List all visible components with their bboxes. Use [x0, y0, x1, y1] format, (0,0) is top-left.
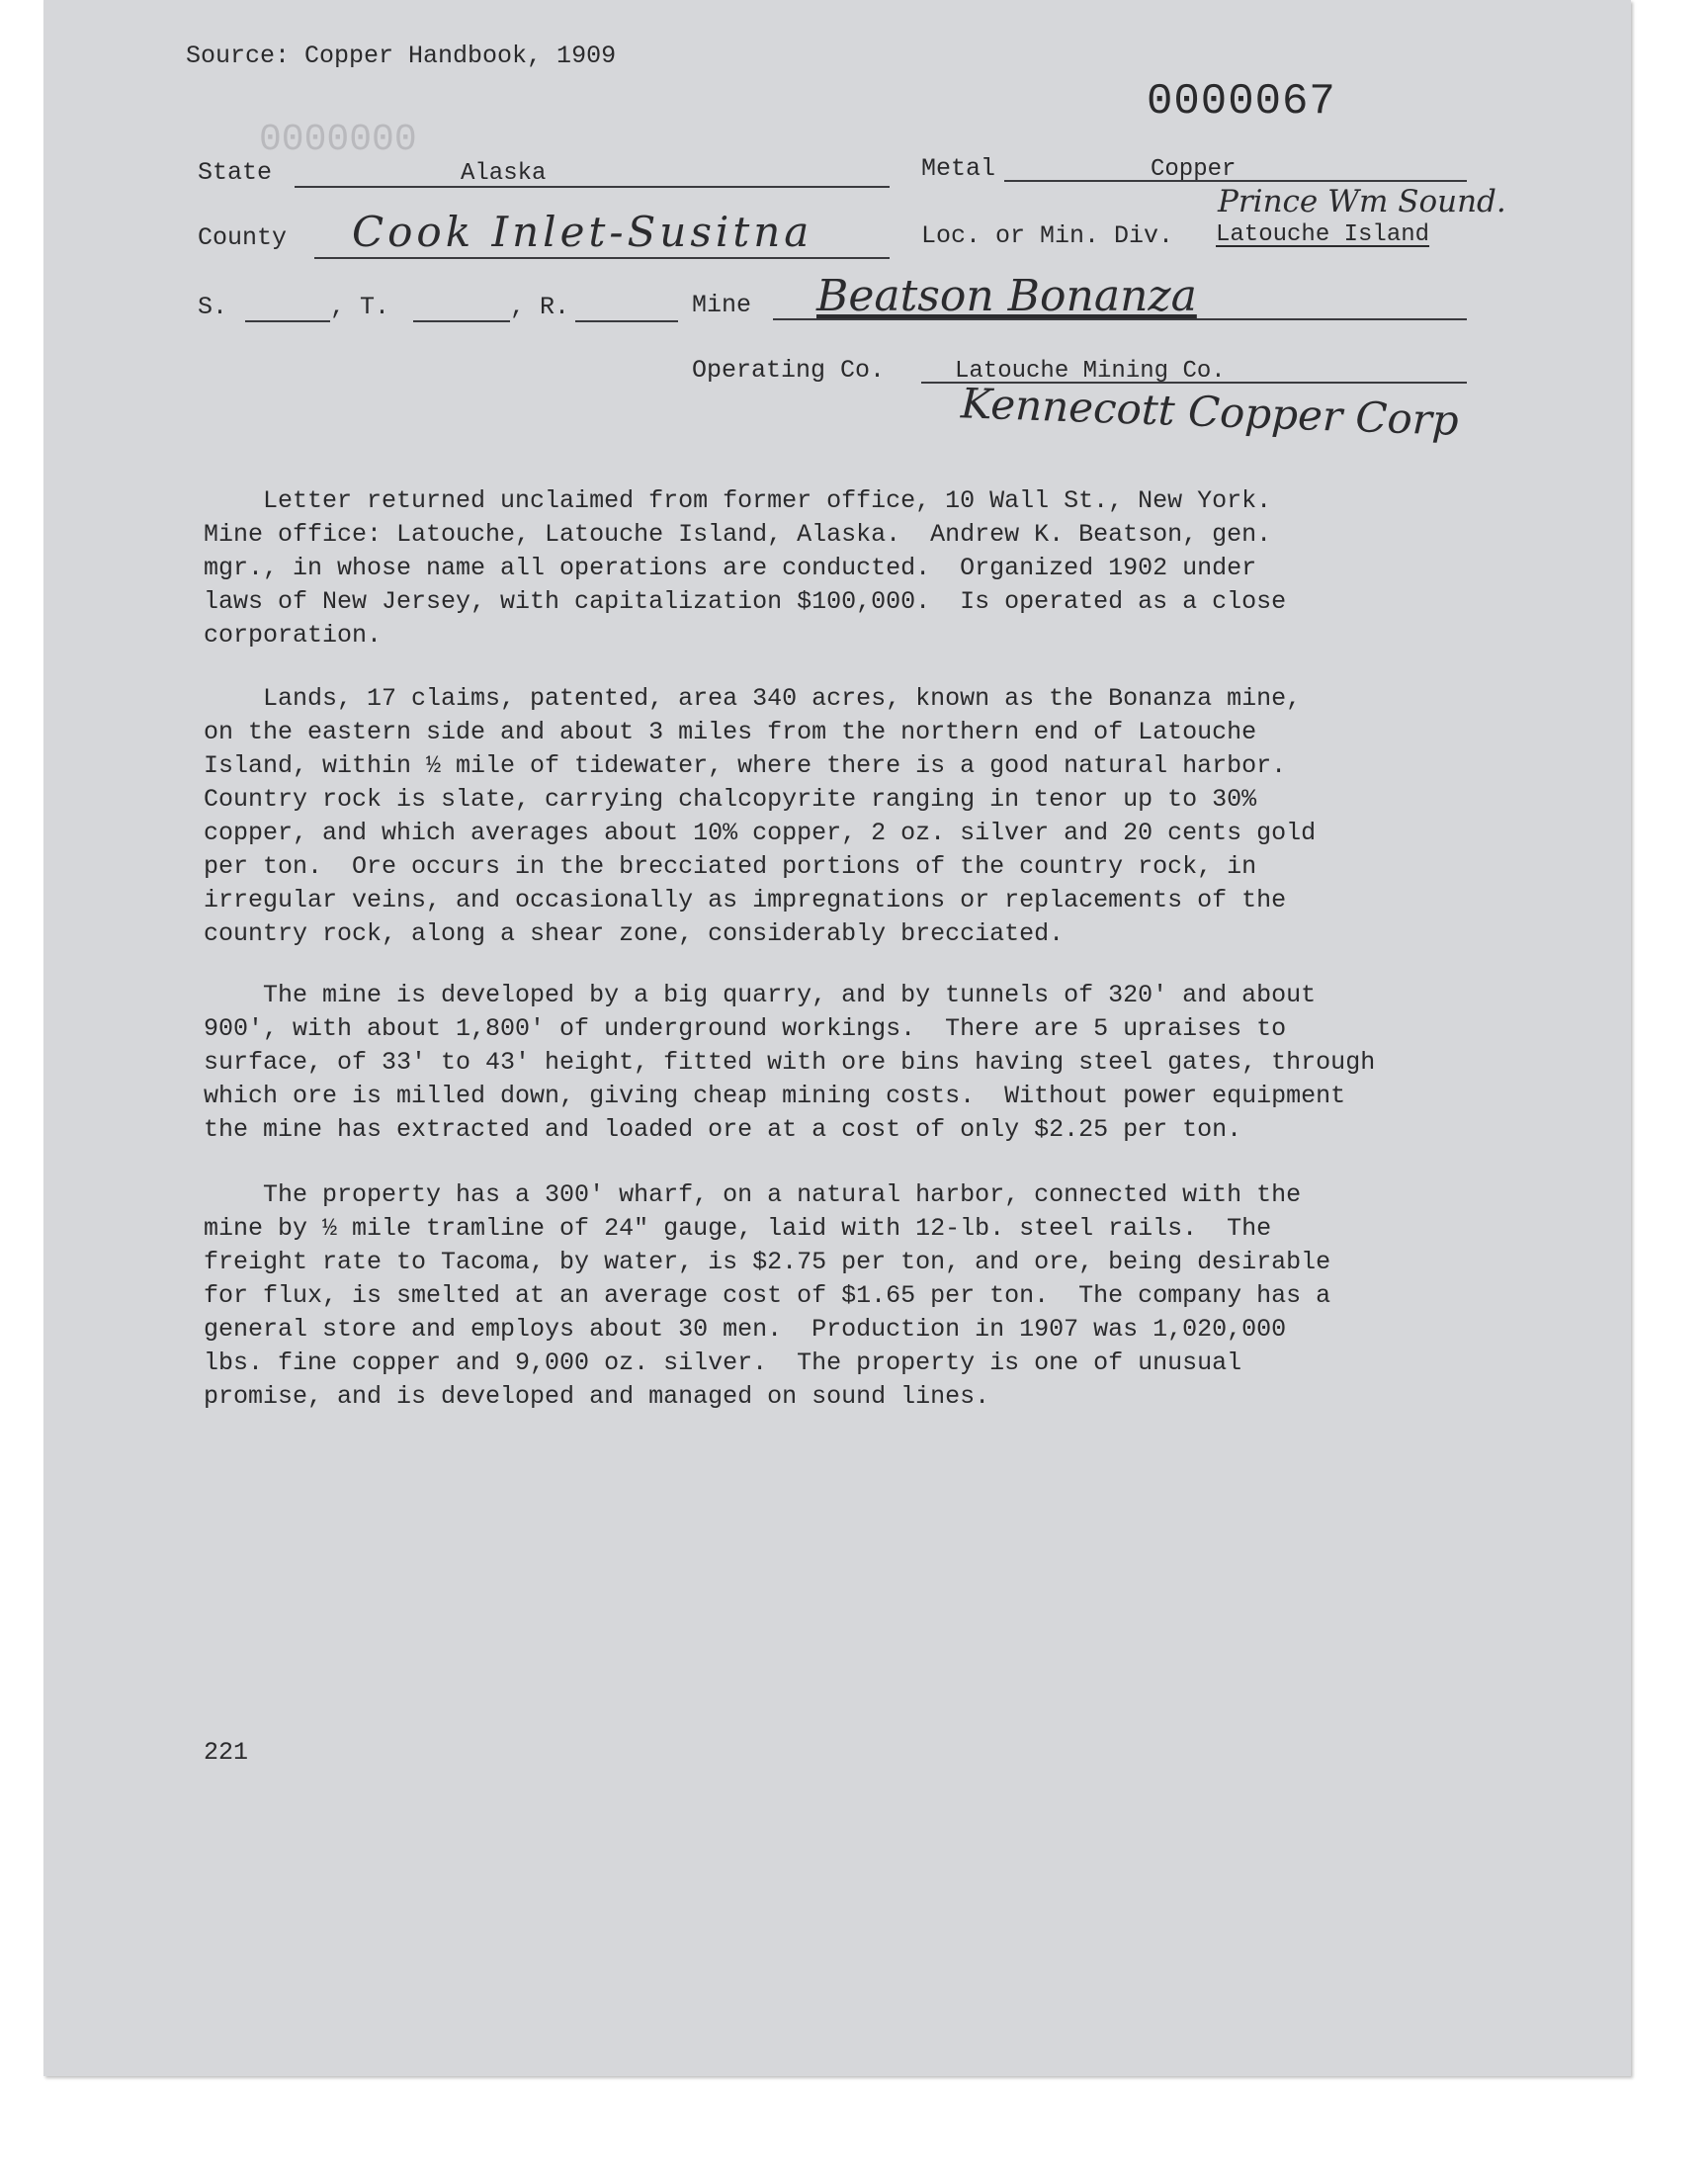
township-underline	[413, 320, 510, 322]
mine-value: Beatson Bonanza	[816, 271, 1197, 321]
operating-co-value: Latouche Mining Co.	[955, 358, 1226, 385]
paragraph-2: Lands, 17 claims, patented, area 340 acres, known as the Bonanza mine, on the eastern side and about 3 miles from the northern end of Latouche Island, within ½ mile of tidewater, where there is a good natural harbor. Country rock is slate, carrying chalcopyrite ranging in tenor up to 30% copper, and which averages about 10% copper, 2 oz. silver and 20 cents gold per ton. Ore occurs in the brecciated portions of the country rock, in irregular veins, and occasionally as impregnations or replacements of the country rock, along a shear zone, considerably brecciated.	[204, 684, 1317, 948]
county-underline	[314, 257, 890, 259]
operating-co-label: Operating Co.	[692, 356, 886, 385]
section-label: S.	[198, 293, 228, 321]
range-label: , R.	[510, 293, 570, 321]
state-value: Alaska	[461, 160, 547, 187]
document-number: 0000067	[1147, 77, 1336, 127]
section-underline	[245, 320, 330, 322]
faded-stamp-number: 0000000	[259, 119, 417, 161]
loc-label: Loc. or Min. Div.	[921, 221, 1174, 250]
state-underline	[295, 186, 890, 188]
loc-value: Latouche Island	[1216, 221, 1430, 248]
metal-value: Copper	[1151, 156, 1237, 183]
county-label: County	[198, 223, 288, 252]
page-number: 221	[204, 1738, 249, 1767]
paragraph-3: The mine is developed by a big quarry, and by tunnels of 320' and about 900', with about 1,800' of underground workings. There are 5 upraises to surface, of 33' to 43' height, fitted with ore bins having steel gates, through which ore is milled down, giving cheap mining costs. Without power equipment the mine has extracted and loaded ore at a cost of only $2.25 per ton.	[204, 981, 1376, 1144]
source-line: Source: Copper Handbook, 1909	[186, 42, 617, 70]
range-underline	[575, 320, 678, 322]
mine-label: Mine	[692, 291, 752, 319]
loc-handwritten-note: Prince Wm Sound.	[1218, 184, 1506, 219]
metal-label: Metal	[921, 154, 996, 183]
paragraph-1: Letter returned unclaimed from former office, 10 Wall St., New York. Mine office: Latouche, Latouche Island, Alaska. Andrew K. Beatson, gen. mgr., in whose name all operations are conducted. Organized 1902 under laws of New Jersey, with capitalization $100,000. Is operated as a close corporation.	[204, 486, 1287, 650]
county-value: Cook Inlet-Susitna	[352, 208, 813, 256]
township-label: , T.	[330, 293, 390, 321]
state-label: State	[198, 158, 273, 187]
paragraph-4: The property has a 300' wharf, on a natural harbor, connected with the mine by ½ mile tramline of 24" gauge, laid with 12-lb. steel rails. The freight rate to Tacoma, by water, is $2.75 per ton, and ore, being desirable for flux, is smelted at an average cost of $1.65 per ton. The company has a general store and employs about 30 men. Production in 1907 was 1,020,000 lbs. fine copper and 9,000 oz. silver. The property is one of unusual promise, and is developed and managed on sound lines.	[204, 1180, 1331, 1411]
operating-co-handwritten: Kennecott Copper Corp	[960, 379, 1460, 445]
